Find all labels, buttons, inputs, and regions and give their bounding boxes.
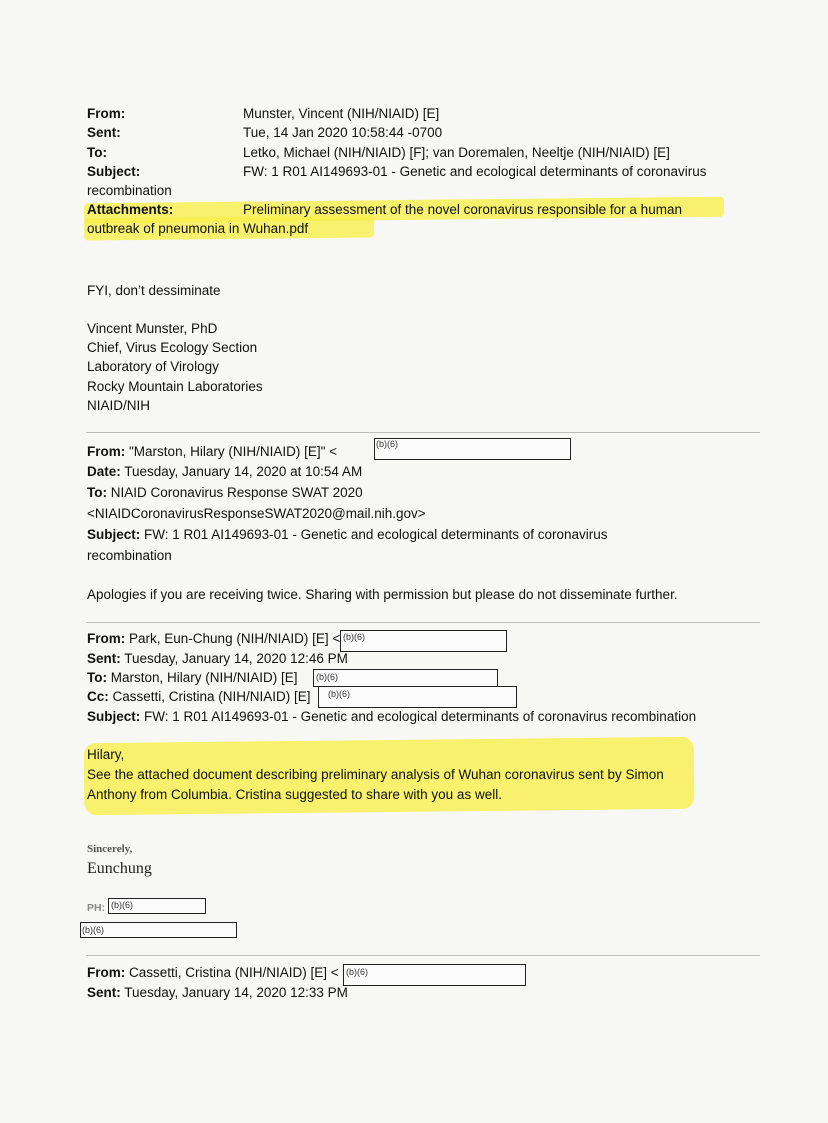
email3-to: To: Marston, Hilary (NIH/NIAID) [E] xyxy=(87,670,298,685)
email1-to-value: Letko, Michael (NIH/NIAID) [F]; van Doremalen, Neeltje (NIH/NIAID) [E] xyxy=(243,145,670,160)
email1-signature-line: Laboratory of Virology xyxy=(87,359,219,374)
email3-body-line: See the attached document describing preliminary analysis of Wuhan coronavirus sent by Simon xyxy=(87,767,664,782)
email2-to-address: <NIAIDCoronavirusResponseSWAT2020@mail.nih.gov> xyxy=(87,506,426,521)
email3-greeting: Hilary, xyxy=(87,747,125,762)
divider xyxy=(86,432,760,433)
email1-signature-line: Vincent Munster, PhD xyxy=(87,321,218,336)
email1-attachment-link[interactable]: Preliminary assessment of the novel coronavirus responsible for a human xyxy=(243,202,682,217)
redaction-box xyxy=(343,964,526,986)
divider xyxy=(86,622,760,623)
redaction-box xyxy=(340,630,507,652)
redaction-code: (b)(6) xyxy=(316,672,338,682)
email1-attachment-link-wrap[interactable]: outbreak of pneumonia in Wuhan.pdf xyxy=(87,221,309,236)
email3-signoff: Eunchung xyxy=(87,860,152,877)
redaction-code: (b)(6) xyxy=(346,967,368,977)
divider xyxy=(86,955,760,956)
email1-signature-line: NIAID/NIH xyxy=(87,398,151,413)
email1-sent-label: Sent: xyxy=(87,125,121,140)
email1-to-label: To: xyxy=(87,145,107,160)
redaction-code: (b)(6) xyxy=(343,632,365,642)
email1-from-value: Munster, Vincent (NIH/NIAID) [E] xyxy=(243,106,440,121)
email1-subject-label: Subject: xyxy=(87,164,141,179)
redaction-box xyxy=(374,438,571,460)
email2-from: From: "Marston, Hilary (NIH/NIAID) [E]" < xyxy=(87,444,338,459)
email3-sent: Sent: Tuesday, January 14, 2020 12:46 PM xyxy=(87,651,348,666)
email4-sent: Sent: Tuesday, January 14, 2020 12:33 PM xyxy=(87,985,348,1000)
email2-body: Apologies if you are receiving twice. Sharing with permission but please do not disseminate further. xyxy=(87,587,678,602)
email2-subject: Subject: FW: 1 R01 AI149693-01 - Genetic and ecological determinants of coronavirus xyxy=(87,527,608,542)
redaction-box xyxy=(313,669,498,687)
email1-signature-line: Chief, Virus Ecology Section xyxy=(87,340,258,355)
email3-closing: Sincerely, xyxy=(87,843,133,855)
email1-signature-line: Rocky Mountain Laboratories xyxy=(87,379,263,394)
email3-body-line: Anthony from Columbia. Cristina suggested to share with you as well. xyxy=(87,787,502,802)
email3-cc: Cc: Cassetti, Cristina (NIH/NIAID) [E] xyxy=(87,689,311,704)
email1-subject-value: FW: 1 R01 AI149693-01 - Genetic and ecological determinants of coronavirus xyxy=(243,164,707,179)
email1-from-label: From: xyxy=(87,106,126,121)
email3-from: From: Park, Eun-Chung (NIH/NIAID) [E] < xyxy=(87,631,341,646)
redaction-code: (b)(6) xyxy=(376,439,398,449)
redaction-code: (b)(6) xyxy=(111,900,133,910)
email1-body: FYI, don’t dessiminate xyxy=(87,283,221,298)
email3-subject: Subject: FW: 1 R01 AI149693-01 - Genetic and ecological determinants of coronavirus recombination xyxy=(87,709,697,724)
redaction-code: (b)(6) xyxy=(82,925,104,935)
email4-from: From: Cassetti, Cristina (NIH/NIAID) [E] < xyxy=(87,965,339,980)
redaction-code: (b)(6) xyxy=(328,689,350,699)
email2-subject-wrap: recombination xyxy=(87,548,172,563)
email2-to: To: NIAID Coronavirus Response SWAT 2020 xyxy=(87,485,363,500)
email2-date: Date: Tuesday, January 14, 2020 at 10:54 AM xyxy=(87,464,363,479)
email1-sent-value: Tue, 14 Jan 2020 10:58:44 -0700 xyxy=(243,125,443,140)
email1-subject-wrap: recombination xyxy=(87,183,172,198)
email1-attachments-label: Attachments: xyxy=(87,202,174,217)
email3-phone-label: PH: xyxy=(87,902,106,914)
